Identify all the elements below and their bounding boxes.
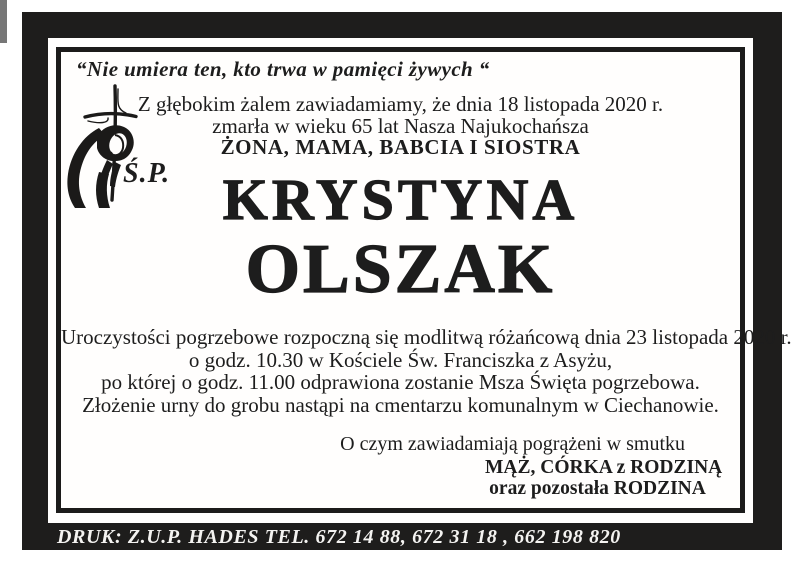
intro-line-2: zmarła w wieku 65 lat Nasza Najukochańsza xyxy=(212,113,589,138)
intro-line-3: ŻONA, MAMA, BABCIA I SIOSTRA xyxy=(220,135,581,159)
announcement-intro xyxy=(61,94,740,159)
inner-rule-box xyxy=(56,47,792,513)
paper-ring xyxy=(48,38,792,523)
memorial-quote: “Nie umiera ten, kto trwa w pamięci żywych “ xyxy=(76,57,490,81)
details-line-1: Uroczystości pogrzebowe rozpoczną się modlitwą różańcową dnia 23 listopada 2020 r. xyxy=(61,325,792,349)
closing-line: O czym zawiadamiają pogrążeni w smutku xyxy=(340,433,685,455)
details-line-4: Złożenie urny do grobu nastąpi na cmentarzu komunalnym w Ciechanowie. xyxy=(82,392,719,417)
intro-line-1: Z głębokim żalem zawiadamiamy, że dnia 18 listopada 2020 r. xyxy=(137,92,664,116)
printer-contact-info: DRUK: Z.U.P. HADES TEL. 672 14 88, 672 31 18 , 662 198 820 xyxy=(57,526,621,548)
family-line-2: oraz pozostała RODZINA xyxy=(489,477,706,499)
sp-abbreviation: Ś.P. xyxy=(123,158,171,189)
funeral-details xyxy=(61,325,792,417)
details-line-3: po której o godz. 11.00 odprawiona zostanie Msza Święta pogrzebowa. xyxy=(101,370,700,394)
scan-smudge xyxy=(0,0,7,43)
obituary-content xyxy=(61,52,792,508)
family-signature xyxy=(485,457,723,499)
obituary-card-frame xyxy=(22,12,792,550)
family-line-1: MĄŻ, CÓRKA z RODZINĄ xyxy=(485,457,723,478)
deceased-last-name: OLSZAK xyxy=(245,231,556,308)
deceased-first-name: KRYSTYNA xyxy=(222,167,579,232)
details-line-2: o godz. 10.30 w Kościele Św. Franciszka z Asyżu, xyxy=(188,347,613,372)
